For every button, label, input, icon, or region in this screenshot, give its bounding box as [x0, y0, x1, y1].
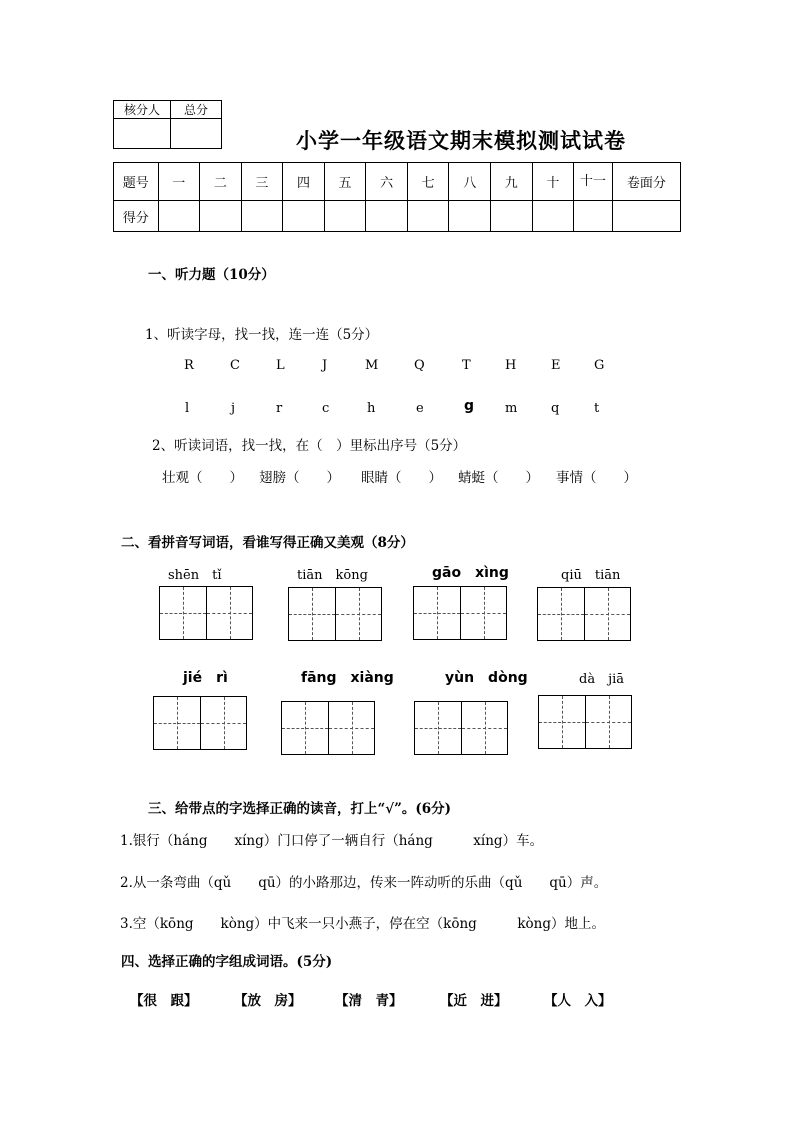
col-header: 一	[158, 163, 200, 201]
word-3: 眼睛（ ）	[361, 470, 442, 486]
word-2: 翅膀（ ）	[259, 470, 340, 486]
char-pair: 【清 青】	[335, 993, 403, 1009]
writing-grid[interactable]	[153, 696, 247, 750]
score-cell[interactable]	[574, 201, 613, 232]
section1-q2: 2、听读词语，找一找，在（ ）里标出序号（5分）	[152, 438, 467, 454]
section4-heading: 四、选择正确的字组成词语。(5分)	[121, 954, 333, 970]
word-1: 壮观（ ）	[162, 470, 243, 486]
writing-grid[interactable]	[288, 587, 382, 641]
score-cell[interactable]	[366, 201, 408, 232]
letter[interactable]: T	[462, 358, 471, 373]
writing-grid[interactable]	[537, 587, 631, 641]
letter[interactable]: c	[322, 401, 330, 416]
letter[interactable]: l	[185, 401, 190, 416]
score-cell[interactable]	[324, 201, 366, 232]
letter[interactable]: E	[551, 358, 561, 373]
writing-grid[interactable]	[159, 586, 253, 640]
letter[interactable]: Q	[414, 358, 425, 373]
col-header: 八	[449, 163, 491, 201]
char-pair: 【人 入】	[544, 993, 612, 1009]
section3-line3: 3.空（kōng kòng）中飞来一只小燕子，停在空（kōng kòng）地上。	[120, 916, 605, 932]
total-label: 总分	[171, 101, 222, 119]
col-header: 卷面分	[612, 163, 680, 201]
score-cell[interactable]	[612, 201, 680, 232]
writing-grid[interactable]	[414, 701, 508, 755]
letter[interactable]: G	[594, 358, 605, 373]
reviewer-label: 核分人	[114, 101, 171, 119]
writing-grid[interactable]	[538, 695, 632, 749]
pinyin-label: yùn dòng	[445, 670, 528, 686]
word-5: 事情（ ）	[556, 470, 637, 486]
pinyin-label: dà jiā	[579, 672, 625, 687]
letter[interactable]: h	[367, 401, 376, 416]
review-box	[113, 100, 222, 149]
col-header: 三	[241, 163, 283, 201]
section3-heading: 三、给带点的字选择正确的读音，打上“√”。(6分)	[148, 801, 452, 817]
section3-line2: 2.从一条弯曲（qǔ qū）的小路那边，传来一阵动听的乐曲（qǔ qū）声。	[120, 875, 608, 891]
score-cell[interactable]	[283, 201, 325, 232]
letter[interactable]: L	[276, 358, 285, 373]
letter[interactable]: C	[230, 358, 240, 373]
letter[interactable]: R	[184, 358, 194, 373]
score-cell[interactable]	[158, 201, 200, 232]
col-header: 六	[366, 163, 408, 201]
col-header: 四	[283, 163, 325, 201]
letter[interactable]: q	[551, 401, 560, 416]
row-label-number: 题号	[114, 163, 159, 201]
score-cell[interactable]	[449, 201, 491, 232]
letter[interactable]: t	[594, 401, 600, 416]
total-field[interactable]	[171, 119, 222, 149]
col-header: 十一	[574, 163, 613, 201]
char-pair: 【放 房】	[234, 993, 302, 1009]
pinyin-label: gāo xìng	[432, 565, 509, 581]
score-cell[interactable]	[200, 201, 242, 232]
row-label-score: 得分	[114, 201, 159, 232]
word-4: 蜻蜓（ ）	[458, 470, 539, 486]
col-header: 二	[200, 163, 242, 201]
score-cell[interactable]	[491, 201, 533, 232]
score-table	[113, 162, 681, 232]
letter[interactable]: H	[505, 358, 517, 373]
pinyin-label: fāng xiàng	[301, 670, 394, 686]
pinyin-label: tiān kōng	[297, 568, 368, 583]
pinyin-label: jié rì	[183, 670, 228, 686]
letter[interactable]: M	[365, 358, 379, 373]
writing-grid[interactable]	[281, 701, 375, 755]
col-header: 九	[491, 163, 533, 201]
page-title: 小学一年级语文期末模拟测试试卷	[296, 128, 626, 153]
letter[interactable]: m	[505, 401, 518, 416]
pinyin-label: qiū tiān	[561, 568, 621, 583]
pinyin-label: shēn tǐ	[168, 568, 222, 583]
letter[interactable]: j	[231, 401, 236, 416]
score-cell[interactable]	[407, 201, 449, 232]
col-header: 七	[407, 163, 449, 201]
letter[interactable]: e	[416, 401, 424, 416]
writing-grid[interactable]	[413, 586, 507, 640]
score-cell[interactable]	[241, 201, 283, 232]
section1-q1: 1、听读字母，找一找，连一连（5分）	[145, 327, 379, 343]
col-header: 十	[532, 163, 574, 201]
letter[interactable]: r	[276, 401, 283, 416]
char-pair: 【近 进】	[440, 993, 508, 1009]
char-pair: 【很 跟】	[130, 993, 198, 1009]
reviewer-field[interactable]	[114, 119, 171, 149]
col-header: 五	[324, 163, 366, 201]
section1-heading: 一、听力题（10分）	[148, 267, 275, 283]
letter[interactable]: J	[322, 358, 328, 373]
section2-heading: 二、看拼音写词语，看谁写得正确又美观（8分）	[121, 535, 414, 551]
letter[interactable]: g	[464, 398, 475, 414]
score-cell[interactable]	[532, 201, 574, 232]
section3-line1: 1.银行（háng xíng）门口停了一辆自行（háng xíng）车。	[120, 833, 544, 849]
